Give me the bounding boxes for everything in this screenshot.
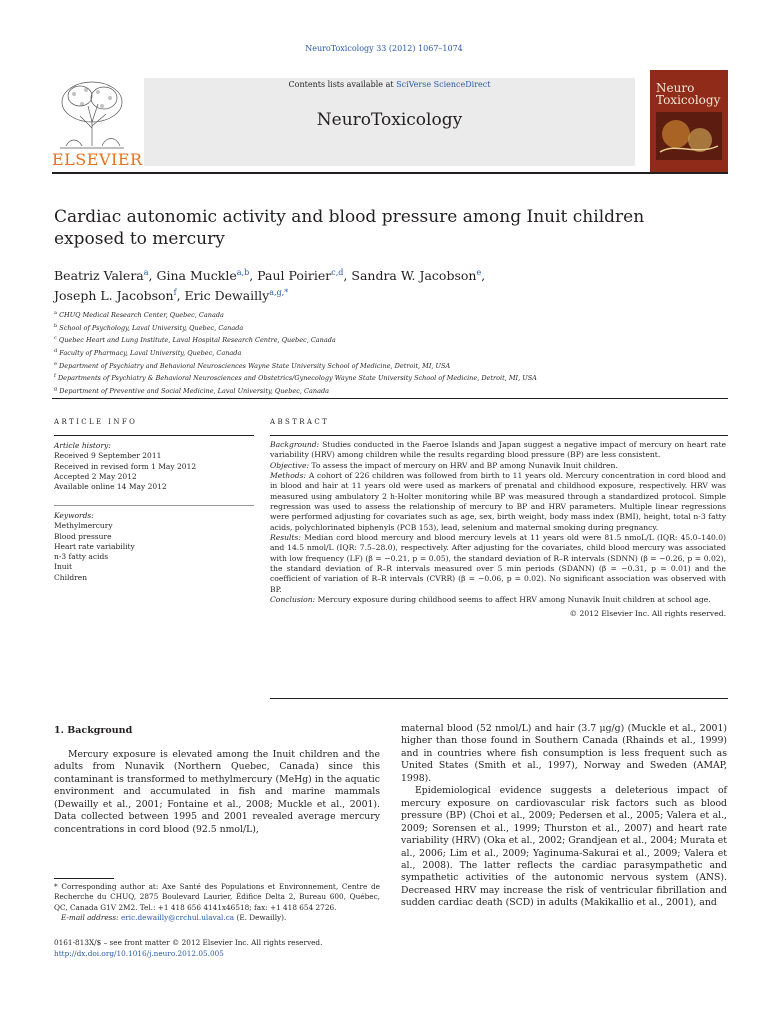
email-link[interactable]: eric.dewailly@crchul.ulaval.ca <box>120 913 235 923</box>
cover-art-image <box>656 112 722 160</box>
sciencedirect-link[interactable]: SciVerse ScienceDirect <box>396 80 491 89</box>
history-label: Article history: <box>54 441 111 450</box>
body-column-left <box>54 749 380 836</box>
paragraph: maternal blood (52 nmol/L) and hair (3.7 μg/g) (Muckle et al., 2001) higher than those found in Southern Canada (Rhainds et al., 1999) and in countries where fish consumption is less frequent such as United States (Smith et al., 1997), Norway and Sweden (AMAP, 1998). <box>401 723 727 784</box>
body-column-right <box>401 723 727 910</box>
keywords <box>54 511 254 583</box>
issn-line: 0161-813X/$ – see front matter © 2012 Elsevier Inc. All rights reserved. <box>54 938 323 947</box>
abstract-objective: Objective: To assess the impact of mercury on HRV and BP among Nunavik Inuit children. <box>270 460 618 470</box>
history-item: Accepted 2 May 2012 <box>54 471 137 481</box>
journal-name[interactable]: NeuroToxicology <box>316 110 463 130</box>
article-title: Cardiac autonomic activity and blood pressure among Inuit children exposed to mercury <box>54 207 645 249</box>
author-name[interactable]: Beatriz Valera <box>54 268 144 284</box>
divider <box>52 398 728 399</box>
history-item: Received 9 September 2011 <box>54 451 162 461</box>
abstract-conclusion: Conclusion: Mercury exposure during childhood seems to affect HRV among Nunavik Inuit children at school age. <box>270 595 711 605</box>
abstract-body <box>270 440 726 619</box>
issn-footer <box>54 937 380 959</box>
article-info-heading: ARTICLE INFO <box>54 418 138 426</box>
abstract-results: Results: Median cord blood mercury and blood mercury levels at 11 years old were 81.5 nmoL/L (IQR: 45.0–140.0) and 14.5 nmol/L (IQR: 7.5–28.0), respectively. After adjusting for the covariates, child blood mercury was associated with low frequency (LF) (β = −0.21, p = 0.05), the standard deviation of R–R intervals (SDNN) (β = −0.26, p = 0.02), the standard deviation of R–R intervals measured over 5 min periods (SDANN) (β = −0.31, p = 0.01) and the coefficient of variation of R–R intervals (CVRR) (β = −0.06, p = 0.02). No significant association was observed with BP. <box>270 533 726 594</box>
abstract-background: Background: Studies conducted in the Faeroe Islands and Japan suggest a negative impact of mercury on heart rate variability (HRV) among children while the results regarding blood pressure (BP) are less consistent. <box>270 440 726 460</box>
affiliations <box>54 308 734 397</box>
keyword: Children <box>54 572 88 582</box>
email-label: E-mail address: <box>60 913 119 923</box>
copyright: © 2012 Elsevier Inc. All rights reserved. <box>569 608 726 618</box>
affiliation: $^f$ Departments of Psychiatry & Behavioral Neurosciences and Obstetrics/Gynecology Wayne State University School of Medicine, Detroit, MI, USA <box>54 373 537 383</box>
abstract-heading: ABSTRACT <box>270 418 330 426</box>
contents-line <box>144 80 635 89</box>
divider <box>270 435 728 436</box>
author-affil-sup[interactable]: a,g,* <box>269 288 289 298</box>
article-history <box>54 441 254 492</box>
abstract-methods: Methods: A cohort of 226 children was followed from birth to 11 years old. Mercury concentration in cord blood and in blood and hair at 11 years old were used as markers of prenatal and childhood exposure, respectively. HRV was measured using ambulatory 2 h-Holter monitoring while BP was measured through a standardized protocol. Simple regression was used to assess the relationship of mercury to BP and HRV parameters. Multiple linear regressions were performed adjusting for covariates such as age, sex, birth weight, body mass index (BMI), height, total n-3 fatty acids, polychlorinated biphenyls (PCB 153), lead, selenium and maternal smoking during pregnancy. <box>270 471 726 532</box>
history-item: Received in revised form 1 May 2012 <box>54 461 197 471</box>
author-list: Beatriz Valera$^a$, Gina Muckle$^{a,b}$, Paul Poirier$^{c,d}$, Sandra W. Jacobson$^e$, Joseph L. Jacobson$^f$, Eric Dewailly$^{a,g,*}$ <box>54 268 486 304</box>
author-name[interactable]: Paul Poirier <box>257 268 332 284</box>
cover-title: Neuro Toxicology <box>656 81 721 107</box>
divider <box>54 435 254 436</box>
keyword: Blood pressure <box>54 531 112 541</box>
paragraph: Epidemiological evidence suggests a deleterious impact of mercury exposure on cardiovascular risk factors such as blood pressure (BP) (Choi et al., 2009; Pedersen et al., 2005; Valera et al., 2009; Sorensen et al., 1999; Thurston et al., 2007) and heart rate variability (HRV) (Oka et al., 2002; Grandjean et al., 2004; Murata et al., 2006; Lim et al., 2009; Yaginuma-Sakurai et al., 2009; Valera et al., 2008). The latter reflects the cardiac parasympathetic and sympathetic activities of the autonomic nervous system (ANS). Decreased HRV may increase the risk of ventricular fibrillation and sudden cardiac death (SCD) in adults (Makikallio et al., 2001), and <box>401 785 727 909</box>
corresponding-author-footnote: * Corresponding author at: Axe Santé des Populations et Environnement, Centre de Recherche du CHUQ, 2875 Boulevard Laurier, Édifice Delta 2, Bureau 600, Québec, QC, Canada G1V 2M2. Tel.: +1 418 656 4141x46518; fax: +1 418 654 2726. E-mail address: eric.dewailly@crchul.ulaval.ca (E. Dewailly). <box>54 882 380 923</box>
author-affil-sup[interactable]: e <box>476 268 482 277</box>
affiliation: $^b$ School of Psychology, Laval University, Quebec, Canada <box>54 322 244 332</box>
history-item: Available online 14 May 2012 <box>54 482 167 492</box>
keyword: n-3 fatty acids <box>54 552 109 562</box>
keyword: Heart rate variability <box>54 541 135 551</box>
footnote-rule <box>54 878 114 879</box>
keyword: Methylmercury <box>54 521 113 531</box>
affiliation: $^e$ Department of Psychiatry and Behavioral Neurosciences Wayne State University School of Medicine, Detroit, MI, USA <box>54 360 451 370</box>
author-affil-sup[interactable]: a <box>143 268 149 277</box>
contents-prefix: Contents lists available at <box>288 80 397 89</box>
author-affil-sup[interactable]: c,d <box>331 268 344 277</box>
author-name[interactable]: Joseph L. Jacobson <box>54 288 174 304</box>
affiliation: $^a$ CHUQ Medical Research Center, Quebec, Canada <box>54 310 224 320</box>
divider <box>54 505 254 506</box>
elsevier-wordmark: ELSEVIER <box>52 150 143 169</box>
affiliation: $^d$ Faculty of Pharmacy, Laval University, Quebec, Canada <box>54 347 242 358</box>
header-rule <box>52 172 728 174</box>
author-affil-sup[interactable]: f <box>173 288 177 298</box>
keywords-label: Keywords: <box>54 511 94 520</box>
author-name[interactable]: Gina Muckle <box>156 268 237 284</box>
keyword: Inuit <box>54 562 73 572</box>
doi-link[interactable]: http://dx.doi.org/10.1016/j.neuro.2012.05.005 <box>54 949 224 958</box>
paragraph: Mercury exposure is elevated among the Inuit children and the adults from Nunavik (Northern Quebec, Canada) since this contaminant is transformed to methylmercury (MeHg) in the aquatic environment and accumulated in fish and marine mammals (Dewailly et al., 2001; Fontaine et al., 2008; Muckle et al., 2001). Data collected between 1995 and 2001 revealed average mercury concentrations in cord blood (92.5 nmol/L), <box>54 749 380 835</box>
journal-citation[interactable]: NeuroToxicology 33 (2012) 1067–1074 <box>305 44 463 53</box>
divider <box>270 698 728 699</box>
author-name[interactable]: Eric Dewailly <box>184 288 270 304</box>
author-name[interactable]: Sandra W. Jacobson <box>351 268 477 284</box>
affiliation: $^g$ Department of Preventive and Social Medicine, Laval University, Quebec, Canada <box>54 385 329 396</box>
affiliation: $^c$ Quebec Heart and Lung Institute, Laval Hospital Research Centre, Quebec, Canada <box>54 335 336 345</box>
section-heading: 1. Background <box>54 725 133 736</box>
author-affil-sup[interactable]: a,b <box>236 268 250 277</box>
